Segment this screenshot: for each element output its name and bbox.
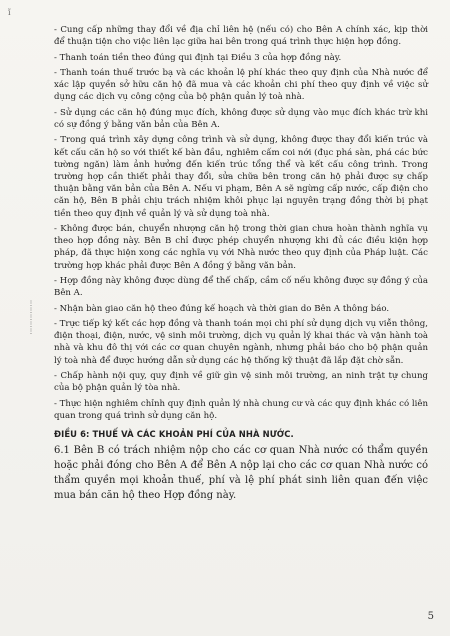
paragraph: - Thanh toán thuế trước bạ và các khoản lệ phí khác theo quy định của Nhà nước để xác lập quyền sở hữu căn hộ đã mua và các khoản chi phí theo quy định về việc sử dụng các dịch vụ công cộng của bộ phận quản lý toà nhà. (54, 67, 428, 103)
paragraph: - Hợp đồng này không được dùng để thế chấp, cầm cố nếu không được sự đồng ý của Bên A. (54, 275, 428, 299)
paragraph: - Trực tiếp ký kết các hợp đồng và thanh toán mọi chi phí sử dụng dịch vụ viễn thông, điện thoại, điện, nước, vệ sinh môi trường, dịch vụ quản lý khai thác và vận hành toà nhà và khu đô thị với các cơ quan chuyên ngành, nhưng phải báo cho bộ phận quản lý toà nhà để được hướng dẫn sử dụng các hệ thống kỹ thuật đã lắp đặt chờ sẵn. (54, 318, 428, 366)
paragraph: - Không được bán, chuyển nhượng căn hộ trong thời gian chưa hoàn thành nghĩa vụ theo hợp đồng này. Bên B chỉ được phép chuyển nhượng khi đủ các điều kiện hợp pháp, đã thực hiện xong các nghĩa vụ với Nhà nước theo quy định của Pháp luật. Các trường hợp khác phải được Bên A đồng ý bằng văn bản. (54, 223, 428, 271)
paragraph: - Chấp hành nội quy, quy định về giữ gìn vệ sinh môi trường, an ninh trật tự chung của bộ phận quản lý tòa nhà. (54, 370, 428, 394)
corner-mark: ĩ (8, 8, 11, 17)
paragraph: - Thực hiện nghiêm chỉnh quy định quản lý nhà chung cư và các quy định khác có liên quan trong quá trình sử dụng căn hộ. (54, 398, 429, 421)
paragraph: - Sử dụng các căn hộ đúng mục đích, không được sử dụng vào mục đích khác trừ khi có sự đồng ý bằng văn bản của Bên A. (54, 107, 428, 130)
document-content (54, 24, 428, 503)
paragraph: - Cung cấp những thay đổi về địa chỉ liên hệ (nếu có) cho Bên A chính xác, kịp thời để thuận tiện cho việc liên lạc giữa hai bên trong quá trình thực hiện hợp đồng. (54, 25, 428, 48)
article-paragraph: 6.1 Bên B có trách nhiệm nộp cho các cơ quan Nhà nước có thẩm quyền hoặc phải đóng cho Bên A để Bên A nộp lại cho các cơ quan Nhà nước có thẩm quyền mọi khoản thuế, phí và lệ phí phát sinh liên quan đến việc mua bán căn hộ theo Hợp đồng này. (54, 445, 428, 501)
paragraph: - Trong quá trình xây dựng công trình và sử dụng, không được thay đổi kiến trúc và kết cấu căn hộ so với thiết kế bàn đầu, nghiêm cấm coi nới (đục phá sàn, phá các bức tường ngăn) làm ảnh hưởng đến kiến trúc tổng thể và kết cấu công trình. Trong trường hợp cần thiết phải thay đổi, sửa chữa bên trong căn hộ phải được sự chấp thuận bằng văn bản của Bên A. Nếu vi phạm, Bên A sẽ ngừng cấp nước, cấp điện cho căn hộ, Bên B phải chịu trách nhiệm khôi phục lại nguyên trạng đồng thời bị phạt tiền theo quy định về quản lý và sử dụng toà nhà. (54, 135, 428, 219)
article-heading: ĐIỀU 6: THUẾ VÀ CÁC KHOẢN PHÍ CỦA NHÀ NƯỚC. (54, 428, 294, 439)
page-number: 5 (427, 611, 434, 622)
margin-marks: ⋮ ⋮ ⋮ ⋮ ⋮ (28, 300, 34, 335)
paragraph: - Nhận bàn giao căn hộ theo đúng kế hoạch và thời gian do Bên A thông báo. (54, 303, 390, 314)
paragraph: - Thanh toán tiền theo đúng qui định tại Điều 3 của hợp đồng này. (54, 52, 342, 63)
